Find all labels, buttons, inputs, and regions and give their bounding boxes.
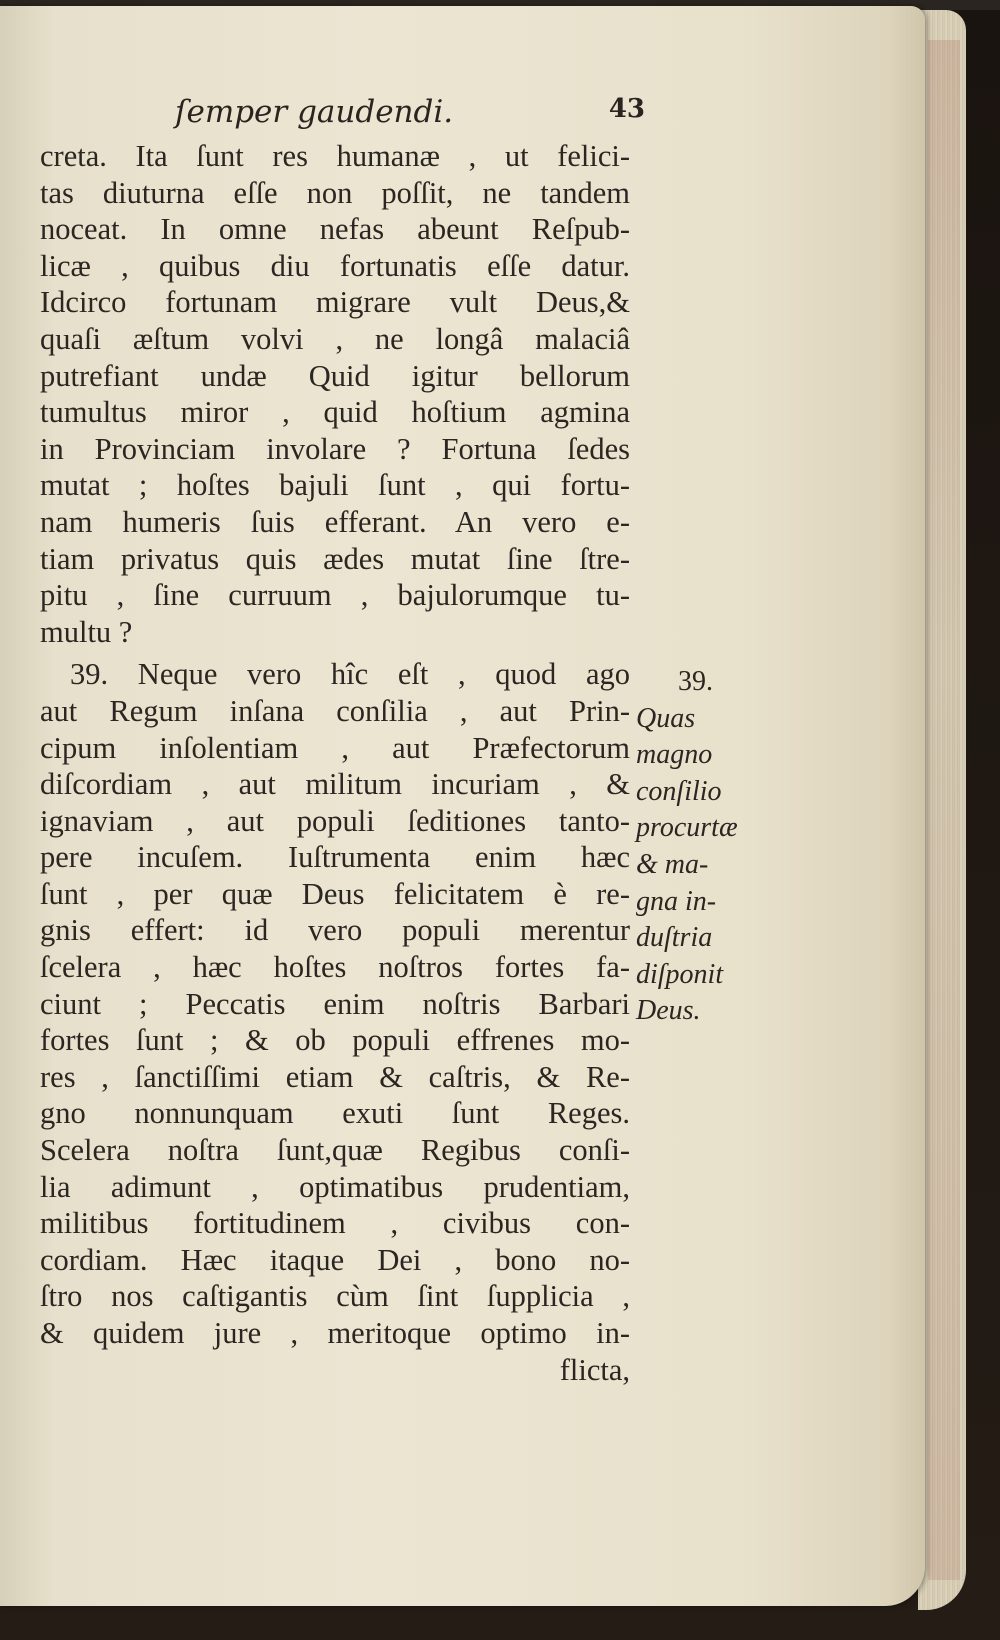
marginal-note-line: magno <box>636 739 713 771</box>
text-line: diſcordiam , aut militum incuriam , & <box>40 767 630 802</box>
text-line: ignaviam , aut populi ſeditiones tanto- <box>40 803 630 838</box>
marginal-note-line: diſponit <box>636 958 724 990</box>
text-line: tas diuturna eſſe non poſſit, ne tandem <box>40 175 630 210</box>
text-line: aut Regum inſana conſilia , aut Prin- <box>40 693 630 728</box>
text-line: ſtro nos caſtigantis cùm ſint ſupplicia , <box>40 1279 630 1314</box>
text-line: tumultus miror , quid hoſtium agmina <box>40 395 630 430</box>
text-line: multu ? <box>40 614 133 649</box>
text-line: ſcelera , hæc hoſtes noſtros fortes fa- <box>40 950 630 985</box>
text-line: putrefiant undæ Quid igitur bellorum <box>40 358 630 393</box>
text-line: ſunt , per quæ Deus felicitatem è re- <box>40 876 630 911</box>
marginal-note-line: conſilio <box>636 775 722 807</box>
marginal-note-line: Deus. <box>636 995 701 1027</box>
text-line: flicta, <box>559 1352 630 1387</box>
book-page <box>0 6 925 1606</box>
text-line: creta. Ita ſunt res humanæ , ut felici- <box>40 139 630 173</box>
text-line: fortes ſunt ; & ob populi effrenes mo- <box>40 1023 630 1058</box>
running-head <box>175 94 645 144</box>
marginal-note <box>636 664 776 1030</box>
text-line: pitu , ſine curruum , bajulorumque tu- <box>40 578 630 613</box>
text-line: gnis effert: id vero populi merentur <box>40 913 630 948</box>
text-line: in Provinciam involare ? Fortuna ſedes <box>40 431 630 466</box>
text-line: gno nonnunquam exuti ſunt Reges. <box>40 1096 630 1131</box>
text-line: licæ , quibus diu fortunatis eſſe datur. <box>40 248 630 283</box>
text-line: nam humeris ſuis efferant. An vero e- <box>40 504 630 539</box>
text-line: cipum inſolentiam , aut Præfectorum <box>40 730 630 765</box>
text-line: Scelera noſtra ſunt,quæ Regibus conſi- <box>40 1133 630 1168</box>
text-line: tiam privatus quis ædes mutat ſine ſtre- <box>40 541 630 576</box>
text-line: quaſi æſtum volvi , ne longâ malaciâ <box>40 321 630 356</box>
text-line: mutat ; hoſtes bajuli ſunt , qui fortu- <box>40 468 630 503</box>
main-text <box>40 138 630 1388</box>
text-line: lia adimunt , optimatibus prudentiam, <box>40 1169 630 1204</box>
text-line: res , ſanctiſſimi etiam & caſtris, & Re- <box>40 1059 630 1094</box>
paragraph-39-first-line: 39. Neque vero hîc eſt , quod ago <box>70 657 630 692</box>
marginal-note-number: 39. <box>678 666 713 697</box>
text-line: noceat. In omne nefas abeunt Reſpub- <box>40 212 630 247</box>
marginal-note-line: & ma- <box>636 848 709 880</box>
marginal-note-line: duſtria <box>636 922 713 954</box>
marginal-note-line: Quas <box>636 702 696 734</box>
text-line: cordiam. Hæc itaque Dei , bono no- <box>40 1242 630 1277</box>
text-line: & quidem jure , meritoque optimo in- <box>40 1316 630 1350</box>
marginal-note-line: procurtæ <box>636 812 738 844</box>
text-line: ciunt ; Peccatis enim noſtris Barbari <box>40 986 630 1021</box>
text-line: pere incuſem. Iuſtrumenta enim hæc <box>40 840 630 875</box>
page-number: 43 <box>608 94 645 124</box>
marginal-note-line: gna in- <box>636 885 717 917</box>
text-line: Idcirco fortunam migrare vult Deus,& <box>40 285 630 320</box>
page-edges-red-tint <box>928 40 960 1580</box>
running-head-title: ſemper gaudendi. <box>175 94 454 130</box>
text-line: militibus fortitudinem , civibus con- <box>40 1206 630 1241</box>
